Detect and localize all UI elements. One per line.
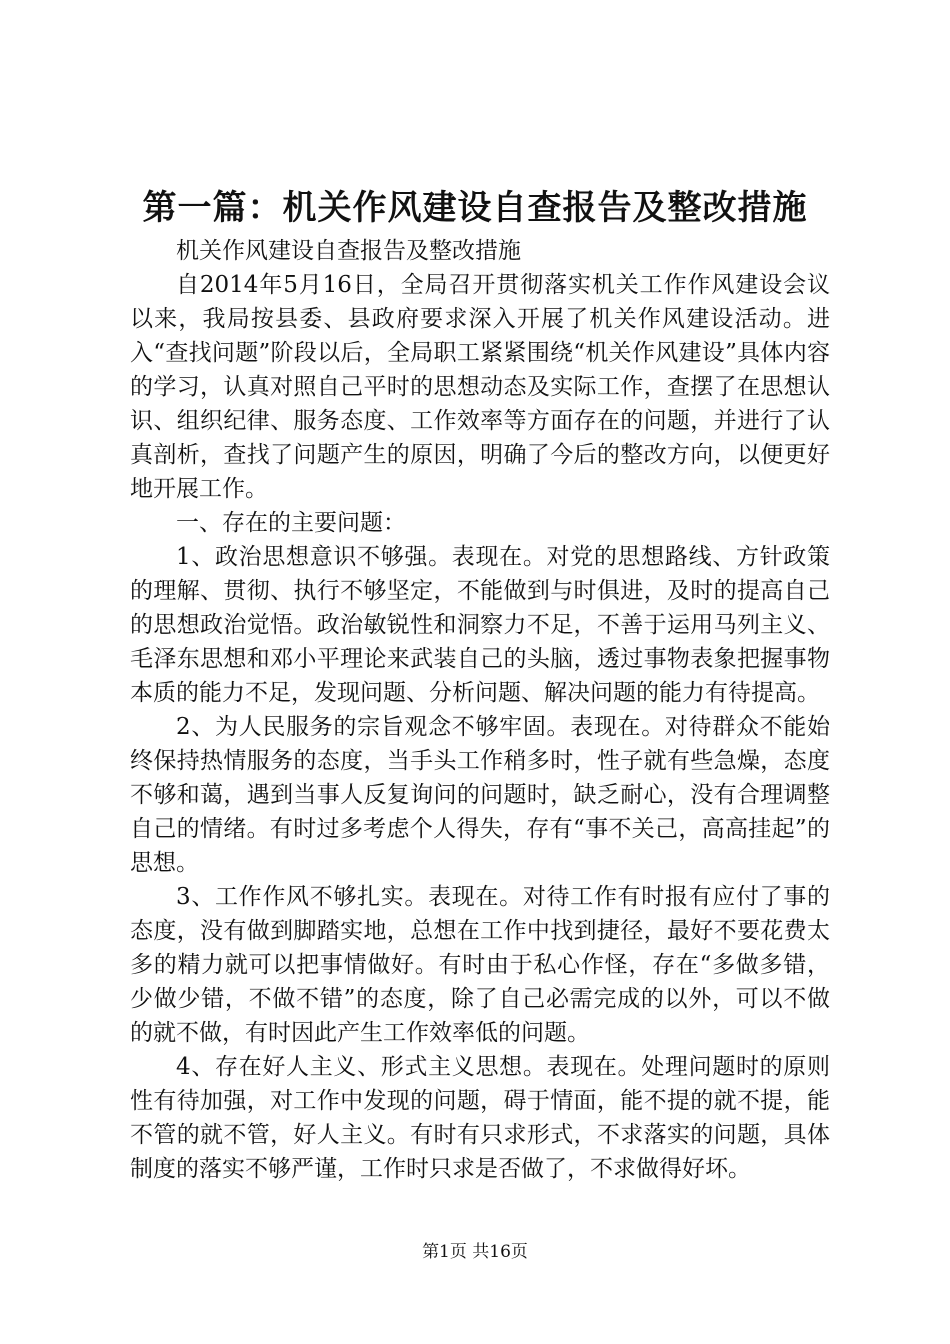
document-body (130, 234, 830, 1186)
problem-paragraph-2: 2、为人民服务的宗旨观念不够牢固。表现在。对待群众不能始终保持热情服务的态度，当手头工作稍多时，性子就有些急燥，态度不够和蔼，遇到当事人反复询问的问题时，缺乏耐心，没有合理调整自己的情绪。有时过多考虑个人得失，存有“事不关己，高高挂起”的思想。 (130, 714, 830, 876)
page-number-footer: 第1页 共16页 (422, 1242, 528, 1262)
problem-paragraph-1: 1、政治思想意识不够强。表现在。对党的思想路线、方针政策的理解、贯彻、执行不够坚定，不能做到与时俱进，及时的提高自己的思想政治觉悟。政治敏锐性和洞察力不足，不善于运用马列主义、毛泽东思想和邓小平理论来武装自己的头脑，透过事物表象把握事物本质的能力不足，发现问题、分析问题、解决问题的能力有待提高。 (130, 544, 830, 706)
subtitle-paragraph: 机关作风建设自查报告及整改措施 (176, 238, 521, 264)
section-heading-problems: 一、存在的主要问题： (176, 510, 406, 536)
problem-paragraph-4: 4、存在好人主义、形式主义思想。表现在。处理问题时的原则性有待加强，对工作中发现的问题，碍于情面，能不提的就不提，能不管的就不管，好人主义。有时有只求形式，不求落实的问题，具体制度的落实不够严谨，工作时只求是否做了，不求做得好坏。 (130, 1054, 830, 1182)
document-title: 第一篇：机关作风建设自查报告及整改措施 (142, 188, 808, 228)
intro-paragraph: 自2014年5月16日，全局召开贯彻落实机关工作作风建设会议以来，我局按县委、县政府要求深入开展了机关作风建设活动。进入“查找问题”阶段以后，全局职工紧紧围绕“机关作风建设”具体内容的学习，认真对照自己平时的思想动态及实际工作，查摆了在思想认识、组织纪律、服务态度、工作效率等方面存在的问题，并进行了认真剖析，查找了问题产生的原因，明确了今后的整改方向，以便更好地开展工作。 (130, 272, 830, 502)
problem-paragraph-3: 3、工作作风不够扎实。表现在。对待工作有时报有应付了事的态度，没有做到脚踏实地，总想在工作中找到捷径，最好不要花费太多的精力就可以把事情做好。有时由于私心作怪，存在“多做多错，少做少错，不做不错”的态度，除了自己必需完成的以外，可以不做的就不做，有时因此产生工作效率低的问题。 (130, 884, 830, 1046)
